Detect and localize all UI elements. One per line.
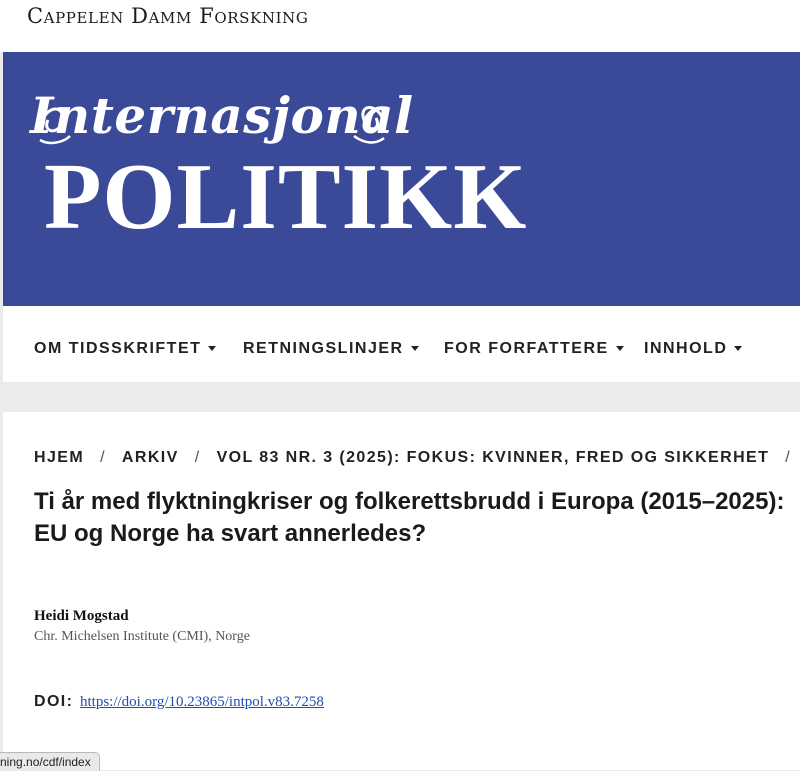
doi-label: DOI: — [34, 693, 74, 710]
caret-down-icon — [734, 346, 742, 351]
breadcrumb-home[interactable]: HJEM — [34, 449, 85, 466]
section-gap — [3, 382, 800, 412]
breadcrumb-separator: / — [194, 449, 201, 466]
article-title-line: Ti år med flyktningkriser og folkerettsbrudd i Europa (2015–2025): — [34, 488, 785, 515]
author-affiliation: Chr. Michelsen Institute (CMI), Norge — [34, 629, 250, 644]
nav-item-label: OM TIDSSKRIFTET — [34, 340, 202, 357]
doi-link[interactable]: https://doi.org/10.23865/intpol.v83.7258 — [80, 694, 324, 710]
author-name: Heidi Mogstad — [34, 608, 129, 624]
nav-item-label: RETNINGSLINJER — [243, 340, 404, 357]
publisher-logo[interactable]: Cappelen Damm Forskning — [27, 4, 309, 28]
journal-title-script[interactable]: Internasjonal — [30, 86, 414, 145]
caret-down-icon — [411, 346, 419, 351]
nav-item-retningslinjer[interactable] — [243, 340, 419, 358]
breadcrumb-separator: / — [785, 449, 792, 466]
publisher-header — [0, 0, 800, 52]
nav-item-label: INNHOLD — [644, 340, 728, 357]
caret-down-icon — [208, 346, 216, 351]
breadcrumb — [34, 449, 800, 467]
nav-item-innhold[interactable] — [644, 340, 742, 358]
article-title-line: EU og Norge ha svart annerledes? — [34, 520, 427, 547]
breadcrumb-issue[interactable]: VOL 83 NR. 3 (2025): FOKUS: KVINNER, FRED OG SIKKERHET — [216, 449, 770, 466]
main-navigation — [3, 306, 800, 382]
article-title — [34, 486, 800, 550]
nav-item-label: FOR FORFATTERE — [444, 340, 609, 357]
caret-down-icon — [616, 346, 624, 351]
journal-title-main[interactable]: POLITIKK — [44, 145, 528, 249]
nav-item-for-forfattere[interactable] — [444, 340, 624, 358]
breadcrumb-separator: / — [100, 449, 106, 466]
nav-item-om-tidsskriftet[interactable] — [34, 340, 216, 358]
article-content — [3, 412, 800, 770]
breadcrumb-archive[interactable]: ARKIV — [121, 449, 179, 466]
status-bar-url: ning.no/cdf/index — [0, 752, 100, 771]
